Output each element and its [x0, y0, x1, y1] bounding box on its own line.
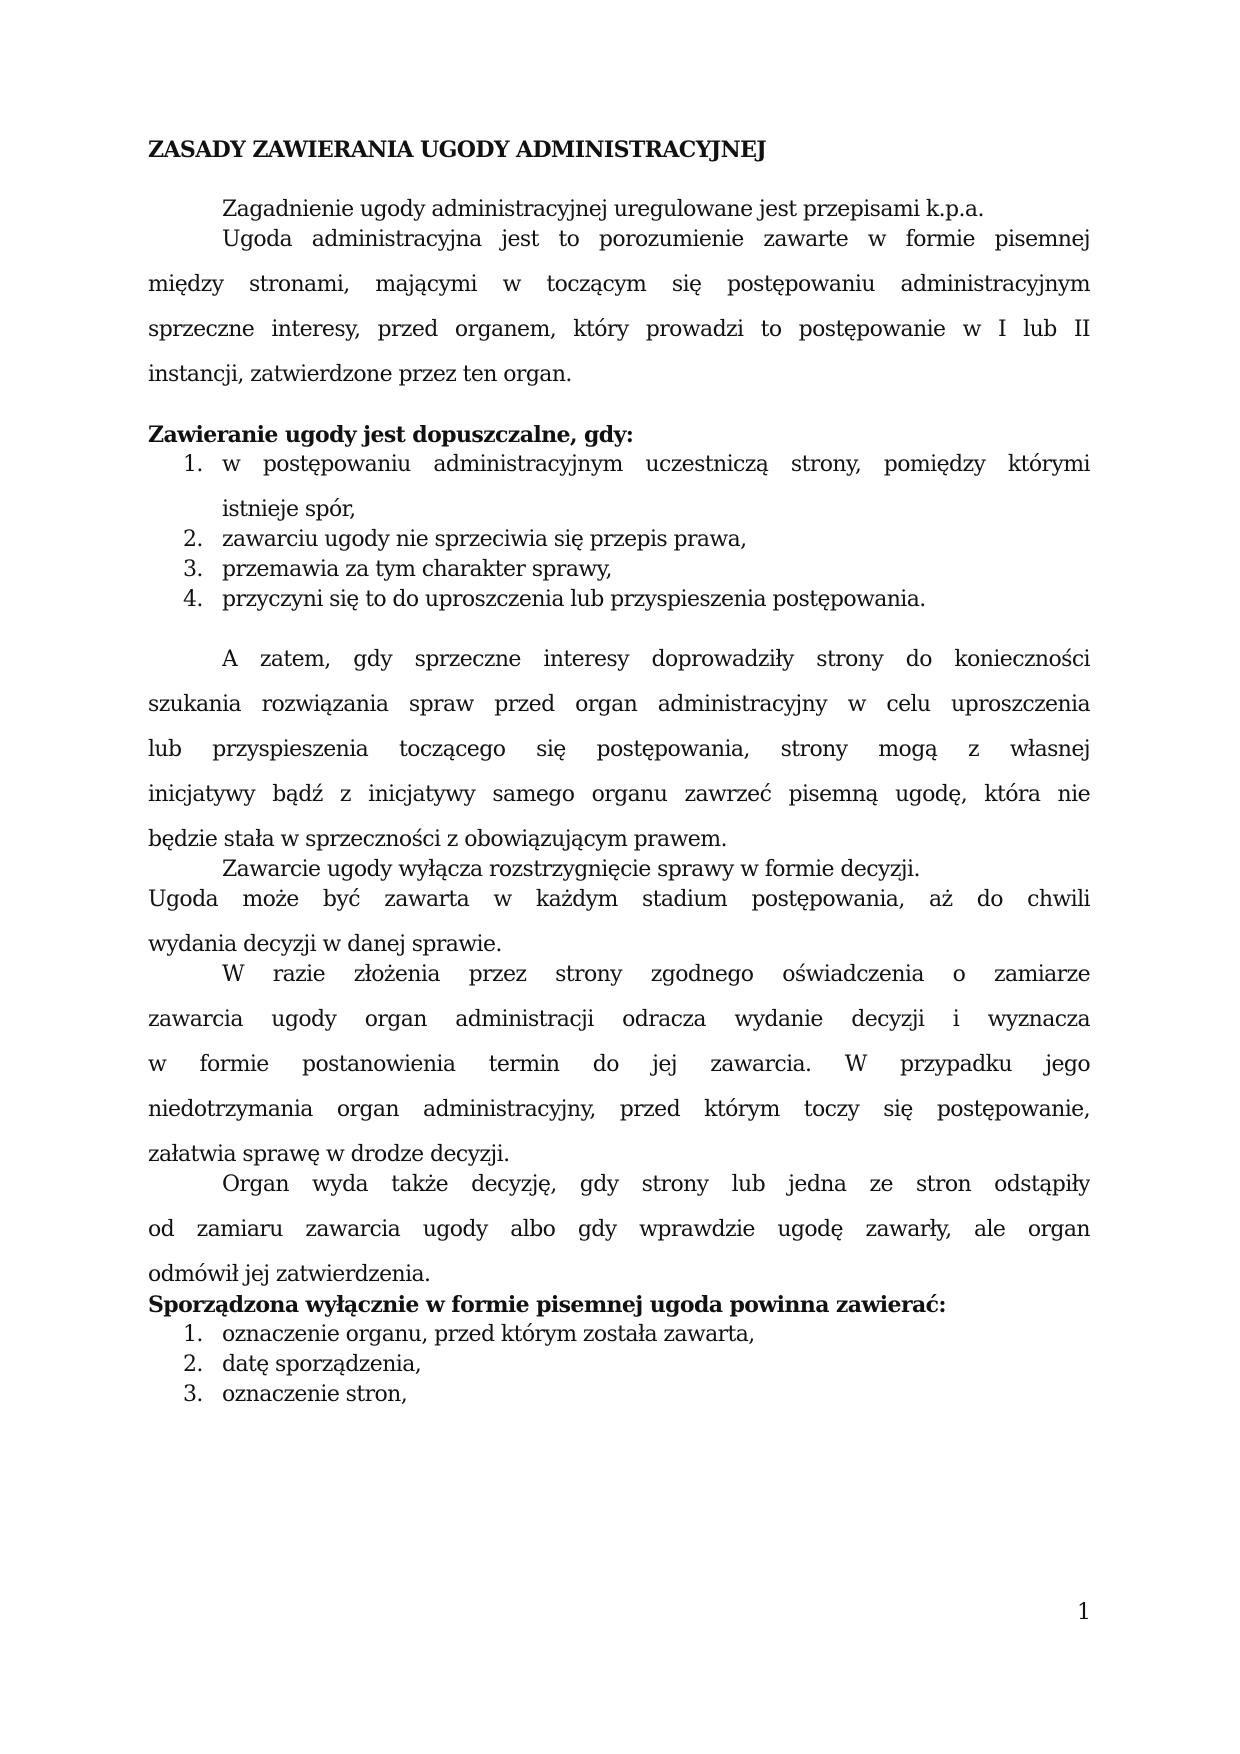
- document-title: ZASADY ZAWIERANIA UGODY ADMINISTRACYJNEJ: [148, 137, 767, 163]
- intro-line: instancji, zatwierdzone przez ten organ.: [148, 362, 572, 387]
- list-item-continuation: istnieje spór,: [222, 497, 356, 522]
- intro-line: sprzeczne interesy, przed organem, który prowadzi to postępowanie w I lub II: [148, 317, 1090, 342]
- list-number: 1.: [183, 1322, 203, 1347]
- list-number: 3.: [183, 1382, 203, 1407]
- body-line: W razie złożenia przez strony zgodnego oświadczenia o zamiarze: [222, 962, 1090, 987]
- list-number: 2.: [183, 1352, 203, 1377]
- list-item: zawarciu ugody nie sprzeciwia się przepis prawa,: [222, 527, 747, 552]
- list-item: oznaczenie organu, przed którym została zawarta,: [222, 1322, 755, 1347]
- list-item: oznaczenie stron,: [222, 1382, 408, 1407]
- body-line: wydania decyzji w danej sprawie.: [148, 932, 502, 957]
- list-item: datę sporządzenia,: [222, 1352, 422, 1377]
- body-line: lub przyspieszenia toczącego się postępowania, strony mogą z własnej: [148, 737, 1090, 762]
- body-line: A zatem, gdy sprzeczne interesy doprowadziły strony do konieczności: [222, 647, 1090, 672]
- intro-line: Ugoda administracyjna jest to porozumienie zawarte w formie pisemnej: [222, 227, 1090, 252]
- body-line: załatwia sprawę w drodze decyzji.: [148, 1142, 510, 1167]
- body-line: Ugoda może być zawarta w każdym stadium postępowania, aż do chwili: [148, 887, 1090, 912]
- body-line: zawarcia ugody organ administracji odracza wydanie decyzji i wyznacza: [148, 1007, 1090, 1032]
- list-item: w postępowaniu administracyjnym uczestniczą strony, pomiędzy którymi: [222, 452, 1090, 477]
- body-line: Organ wyda także decyzję, gdy strony lub jedna ze stron odstąpiły: [222, 1172, 1090, 1197]
- list-item: przyczyni się to do uproszczenia lub przyspieszenia postępowania.: [222, 587, 926, 612]
- intro-line: między stronami, mającymi w toczącym się postępowaniu administracyjnym: [148, 272, 1090, 297]
- list-number: 2.: [183, 527, 203, 552]
- section-heading: Sporządzona wyłącznie w formie pisemnej ugoda powinna zawierać:: [148, 1292, 946, 1318]
- section-heading: Zawieranie ugody jest dopuszczalne, gdy:: [148, 422, 634, 448]
- body-line: w formie postanowienia termin do jej zawarcia. W przypadku jego: [148, 1052, 1090, 1077]
- body-line: Zawarcie ugody wyłącza rozstrzygnięcie sprawy w formie decyzji.: [222, 857, 920, 882]
- body-line: będzie stała w sprzeczności z obowiązującym prawem.: [148, 827, 727, 852]
- body-line: inicjatywy bądź z inicjatywy samego organu zawrzeć pisemną ugodę, która nie: [148, 782, 1090, 807]
- list-number: 3.: [183, 557, 203, 582]
- body-line: od zamiaru zawarcia ugody albo gdy wprawdzie ugodę zawarły, ale organ: [148, 1217, 1090, 1242]
- list-number: 4.: [183, 587, 203, 612]
- page-number: 1: [1077, 1600, 1091, 1625]
- list-item: przemawia za tym charakter sprawy,: [222, 557, 612, 582]
- list-number: 1.: [183, 452, 203, 477]
- body-line: niedotrzymania organ administracyjny, przed którym toczy się postępowanie,: [148, 1097, 1090, 1122]
- body-line: szukania rozwiązania spraw przed organ administracyjny w celu uproszczenia: [148, 692, 1090, 717]
- intro-line: Zagadnienie ugody administracyjnej uregulowane jest przepisami k.p.a.: [222, 197, 984, 222]
- body-line: odmówił jej zatwierdzenia.: [148, 1262, 431, 1287]
